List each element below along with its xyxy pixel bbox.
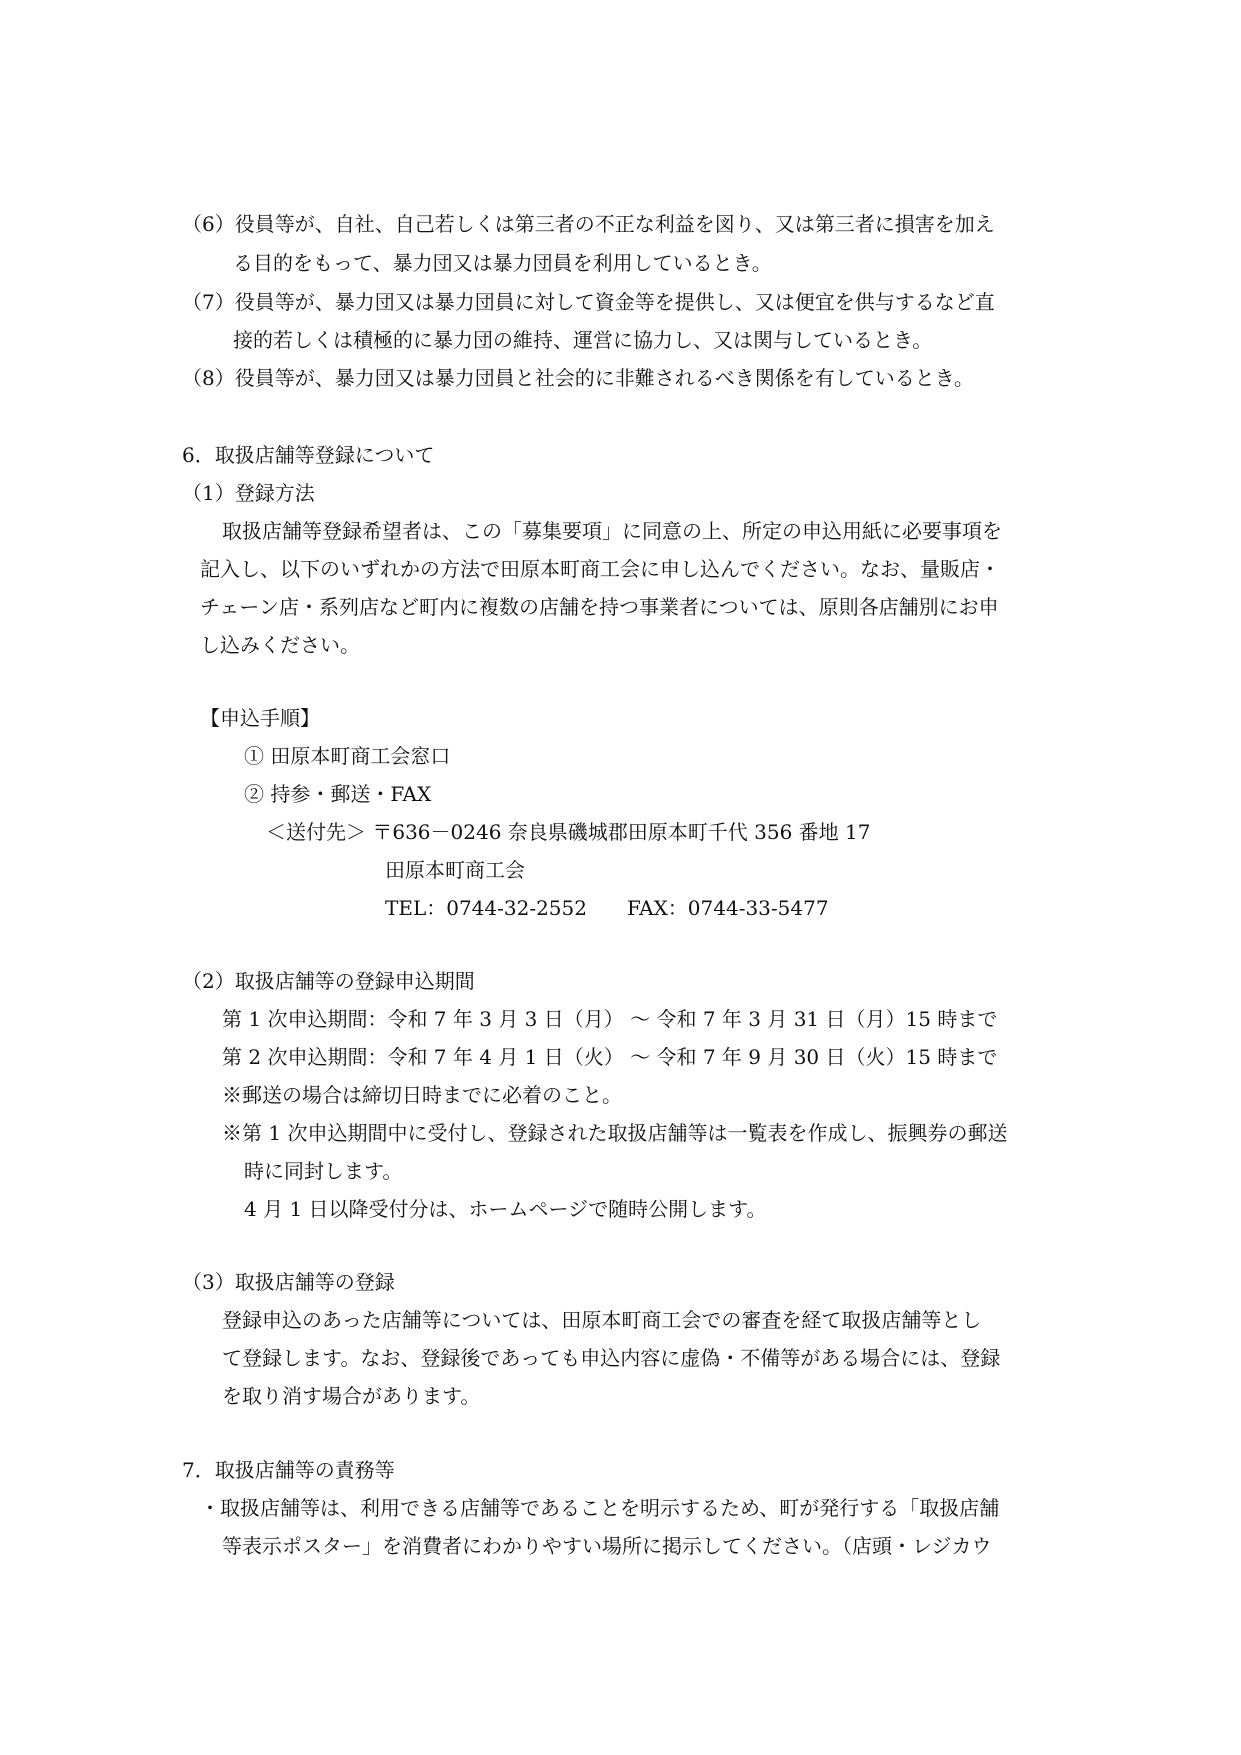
period-1: 第 1 次申込期間：令和 7 年 3 月 3 日（月） ～ 令和 7 年 3 月 31 日（月）15 時まで xyxy=(222,1007,998,1031)
subsection-3-heading: （3）取扱店舗等の登録 xyxy=(182,1270,395,1294)
bullet-line: 等表示ポスター」を消費者にわかりやすい場所に掲示してください。（店頭・レジカウ xyxy=(222,1534,992,1558)
clause-6-line-2: る目的をもって、暴力団又は暴力団員を利用しているとき。 xyxy=(233,251,772,275)
paragraph-line: 取扱店舗等登録希望者は、この「募集要項」に同意の上、所定の申込用紙に必要事項を xyxy=(222,519,1002,543)
section-7-heading: 7．取扱店舗等の責務等 xyxy=(182,1458,395,1482)
paragraph-line: し込みください。 xyxy=(200,633,360,657)
procedure-heading: 【申込手順】 xyxy=(200,706,320,730)
note-line: 時に同封します。 xyxy=(244,1159,403,1183)
procedure-item-1: ① 田原本町商工会窓口 xyxy=(244,744,451,768)
subsection-2-heading: （2）取扱店舗等の登録申込期間 xyxy=(182,969,475,993)
clause-7-line-2: 接的若しくは積極的に暴力団の維持、運営に協力し、又は関与しているとき。 xyxy=(233,328,933,352)
bullet-line: ・取扱店舗等は、利用できる店舗等であることを明示するため、町が発行する「取扱店舗 xyxy=(200,1496,1000,1520)
destination-phone-fax: TEL：0744-32-2552 FAX：0744-33-5477 xyxy=(385,896,829,920)
paragraph-line: て登録します。なお、登録後であっても申込内容に虚偽・不備等がある場合には、登録 xyxy=(222,1346,1001,1370)
note-line: ※郵送の場合は締切日時までに必着のこと。 xyxy=(222,1083,622,1107)
note-line: 4 月 1 日以降受付分は、ホームページで随時公開します。 xyxy=(244,1197,767,1221)
clause-8-line: （8）役員等が、暴力団又は暴力団員と社会的に非難されるべき関係を有しているとき。 xyxy=(182,366,974,390)
paragraph-line: 記入し、以下のいずれかの方法で田原本町商工会に申し込んでください。なお、量販店・ xyxy=(200,557,1000,581)
subsection-1-heading: （1）登録方法 xyxy=(182,481,315,505)
section-6-heading: 6．取扱店舗等登録について xyxy=(182,443,435,467)
paragraph-line: チェーン店・系列店など町内に複数の店舗を持つ事業者については、原則各店舗別にお申 xyxy=(200,595,999,619)
note-line: ※第 1 次申込期間中に受付し、登録された取扱店舗等は一覧表を作成し、振興券の郵送 xyxy=(222,1121,1008,1145)
clause-6-line-1: （6）役員等が、自社、自己若しくは第三者の不正な利益を図り、又は第三者に損害を加え xyxy=(182,212,995,236)
procedure-item-2: ② 持参・郵送・FAX xyxy=(244,782,432,806)
paragraph-line: 登録申込のあった店舗等については、田原本町商工会での審査を経て取扱店舗等とし xyxy=(222,1308,982,1332)
destination-address: ＜送付先＞ 〒636－0246 奈良県磯城郡田原本町千代 356 番地 17 xyxy=(266,820,871,844)
period-2: 第 2 次申込期間：令和 7 年 4 月 1 日（火） ～ 令和 7 年 9 月 30 日（火）15 時まで xyxy=(222,1045,998,1069)
destination-name: 田原本町商工会 xyxy=(385,858,525,882)
paragraph-line: を取り消す場合があります。 xyxy=(222,1384,481,1408)
clause-7-line-1: （7）役員等が、暴力団又は暴力団員に対して資金等を提供し、又は便宜を供与するなど直 xyxy=(182,290,995,314)
